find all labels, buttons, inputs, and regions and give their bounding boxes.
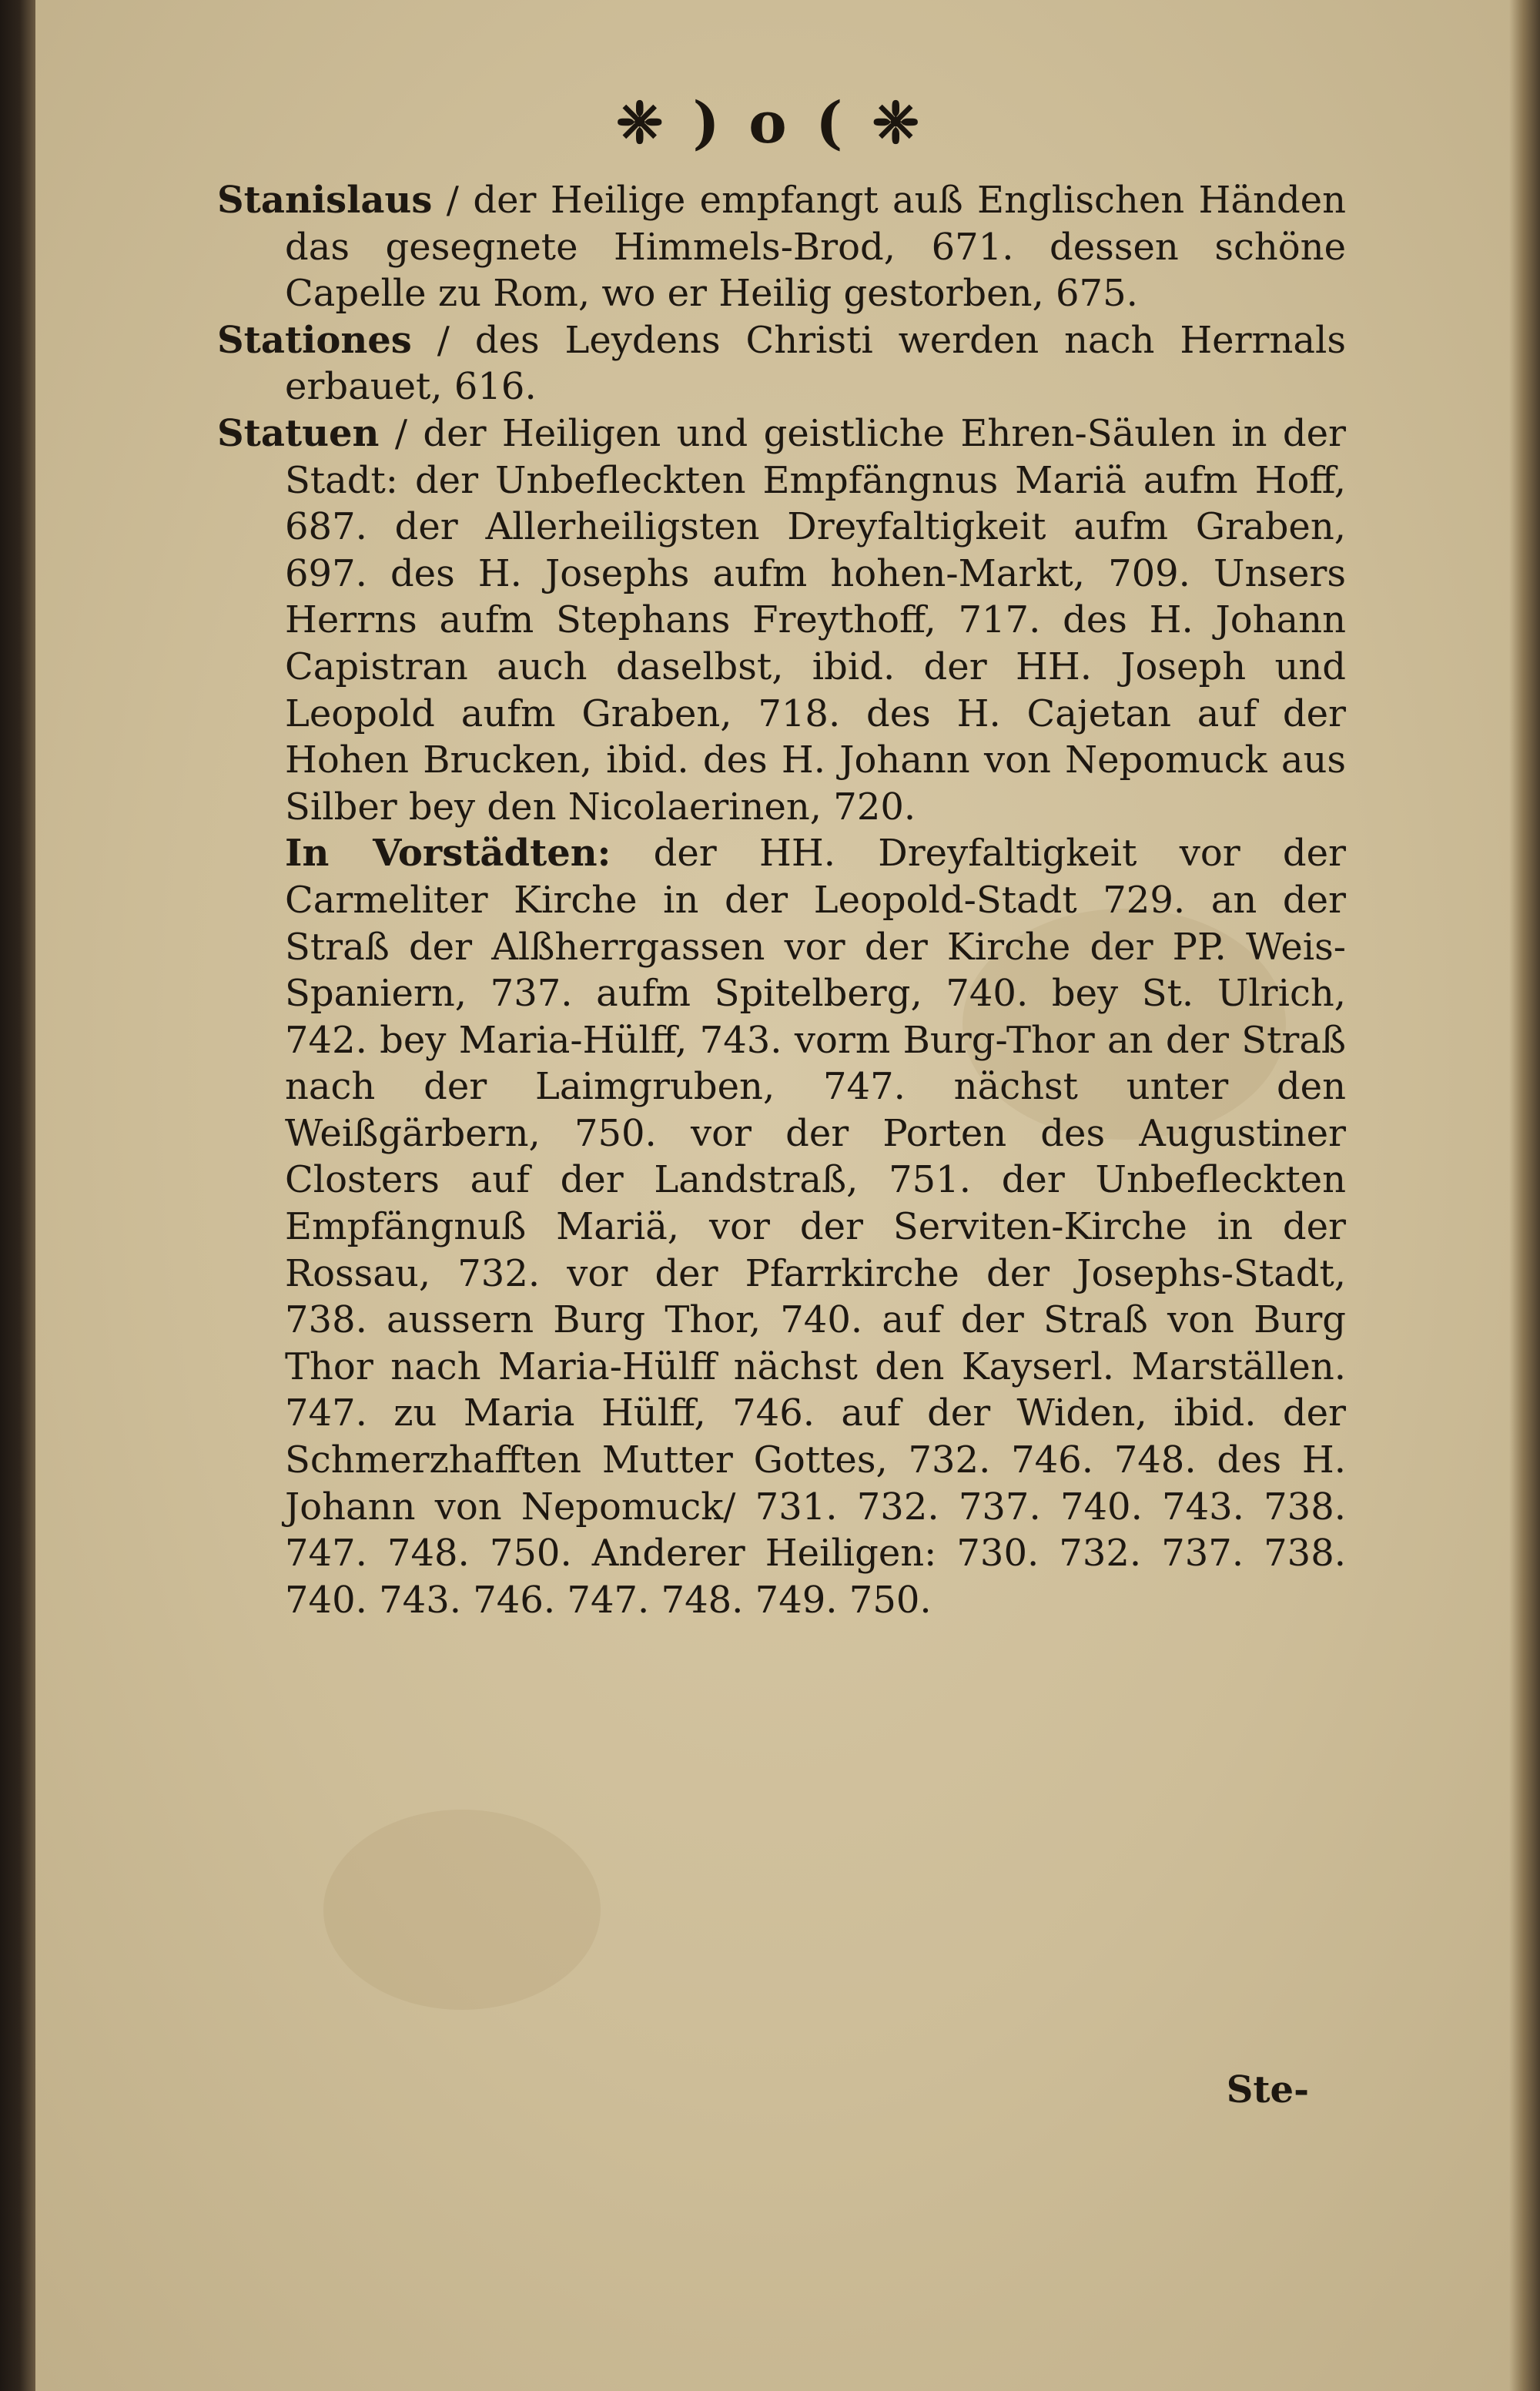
index-entry <box>217 317 1346 410</box>
entry-lemma: Stanislaus <box>217 179 433 222</box>
subentry-lead: In Vorstädten: <box>285 832 611 876</box>
entry-lemma: Statuen <box>217 411 380 455</box>
paper-stain <box>323 1810 601 2010</box>
catchword: Ste- <box>1226 2068 1309 2111</box>
page-fore-edge <box>1509 0 1540 2391</box>
entry-text: / der Heilige empfangt auß Englischen Händen das gesegnete Himmels-Brod, 671. dessen schöne Capelle zu Rom, wo er Heilig gestorben, 675. <box>285 179 1346 316</box>
book-binding <box>0 0 35 2391</box>
page-header-ornament: ❈ ) o ( ❈ <box>615 90 925 156</box>
entry-text: / der Heiligen und geistliche Ehren-Säulen in der Stadt: der Unbefleckten Empfängnus Mariä aufm Hoff, 687. der Allerheiligsten Dreyfaltigkeit aufm Graben, 697. des H. Josephs aufm hohen-Markt, 709. Unsers Herrns aufm Stephans Freythoff, 717. des H. Johann Capistran auch daselbst, ibid. der HH. Joseph und Leopold aufm Graben, 718. des H. Cajetan auf der Hohen Brucken, ibid. des H. Johann von Nepomuck aus Silber bey den Nicolaerinen, 720. <box>285 411 1346 829</box>
index-entry <box>217 177 1346 317</box>
entry-text: / des Leydens Christi werden nach Herrnals erbauet, 616. <box>285 318 1346 409</box>
entry-lemma: Stationes <box>217 318 412 362</box>
subentry-text: der HH. Dreyfaltigkeit vor der Carmeliter Kirche in der Leopold-Stadt 729. an der Straß der Alßherrgassen vor der Kirche der PP. Weis-Spaniern, 737. aufm Spitelberg, 740. bey St. Ulrich, 742. bey Maria-Hülff, 743. vorm Burg-Thor an der Straß nach der Laimgruben, 747. nächst unter den Weißgärbern, 750. vor der Porten des Augustiner Closters auf der Landstraß, 751. der Unbefleckten Empfängnuß Mariä, vor der Serviten-Kirche in der Rossau, 732. vor der Pfarrkirche der Josephs-Stadt, 738. aussern Burg Thor, 740. auf der Straß von Burg Thor nach Maria-Hülff nächst den Kayserl. Marställen. 747. zu Maria Hülff, 746. auf der Widen, ibid. der Schmerzhafften Mutter Gottes, 732. 746. 748. des H. Johann von Nepomuck/ 731. 732. 737. 740. 743. 738. 747. 748. 750. Anderer Heiligen: 730. 732. 737. 738. 740. 743. 746. 747. 748. 749. 750. <box>285 832 1347 1622</box>
index-entry <box>217 410 1346 830</box>
index-text-block <box>217 177 1346 1623</box>
index-subentry <box>217 830 1346 1623</box>
